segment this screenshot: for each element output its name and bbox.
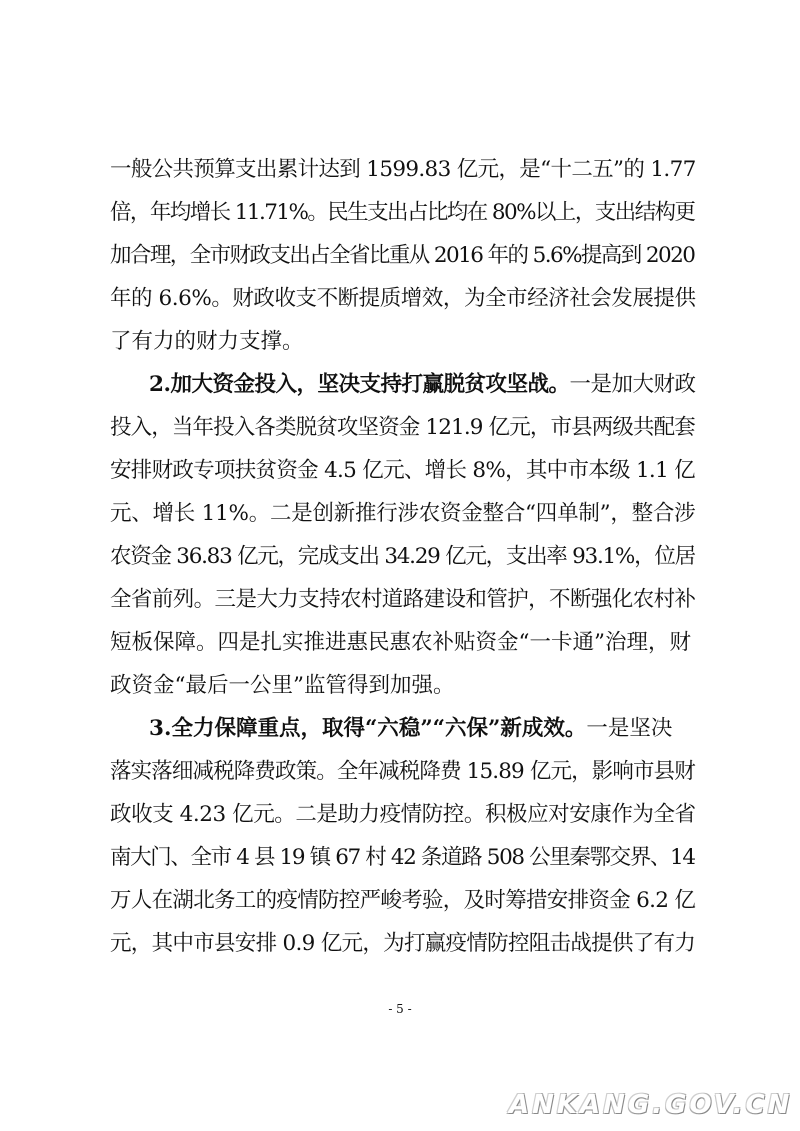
text-line: 元、增长 11%。二是创新推行涉农资金整合“四单制”，整合涉 — [110, 501, 696, 526]
text-line: 投入，当年投入各类脱贫攻坚资金 121.9 亿元，市县两级共配套 — [110, 415, 695, 440]
text-line: 元，其中市县安排 0.9 亿元，为打赢疫情防控阻击战提供了有力 — [110, 931, 696, 956]
text-line: 年的 6.6%。财政收支不断提质增效，为全市经济社会发展提供 — [110, 286, 696, 311]
section-3-first-line — [149, 714, 696, 744]
section-3-heading: 3.全力保障重点，取得“六稳”“六保”新成效。 — [149, 716, 587, 741]
text-line: 全省前列。三是大力支持农村道路建设和管护，不断强化农村补 — [110, 587, 696, 612]
text-line: 政收支 4.23 亿元。二是助力疫情防控。积极应对安康作为全省 — [110, 802, 696, 827]
section-2-first-line-text: 一是加大财政 — [569, 372, 696, 397]
site-watermark: ANKANG.GOV.CN — [509, 1090, 793, 1120]
section-2-first-line — [149, 370, 696, 400]
text-line: 短板保障。四是扎实推进惠民惠农补贴资金“一卡通”治理，财 — [110, 630, 691, 655]
text-line: 了有力的财力支撑。 — [110, 329, 304, 354]
text-line: 万人在湖北务工的疫情防控严峻考验，及时筹措安排资金 6.2 亿 — [110, 888, 696, 913]
text-line: 南大门、全市 4 县 19 镇 67 村 42 条道路 508 公里秦鄂交界、14 — [110, 845, 695, 870]
text-line: 落实落细减税降费政策。全年减税降费 15.89 亿元，影响市县财 — [110, 759, 695, 784]
text-line: 农资金 36.83 亿元，完成支出 34.29 亿元，支出率 93.1%，位居 — [110, 544, 695, 569]
text-line: 政资金“最后一公里”监管得到加强。 — [110, 673, 455, 698]
text-line: 安排财政专项扶贫资金 4.5 亿元、增长 8%，其中市本级 1.1 亿 — [110, 458, 695, 483]
section-2-heading: 2.加大资金投入，坚决支持打赢脱贫攻坚战。 — [149, 372, 570, 397]
text-line: 倍，年均增长 11.71%。民生支出占比均在 80%以上，支出结构更 — [110, 200, 695, 225]
page-number: - 5 - — [388, 1002, 412, 1016]
section-3-first-line-text: 一是坚决 — [586, 716, 673, 741]
text-line: 一般公共预算支出累计达到 1599.83 亿元，是“十二五”的 1.77 — [110, 157, 696, 182]
text-line: 加合理，全市财政支出占全省比重从 2016 年的 5.6%提高到 2020 — [110, 243, 695, 268]
